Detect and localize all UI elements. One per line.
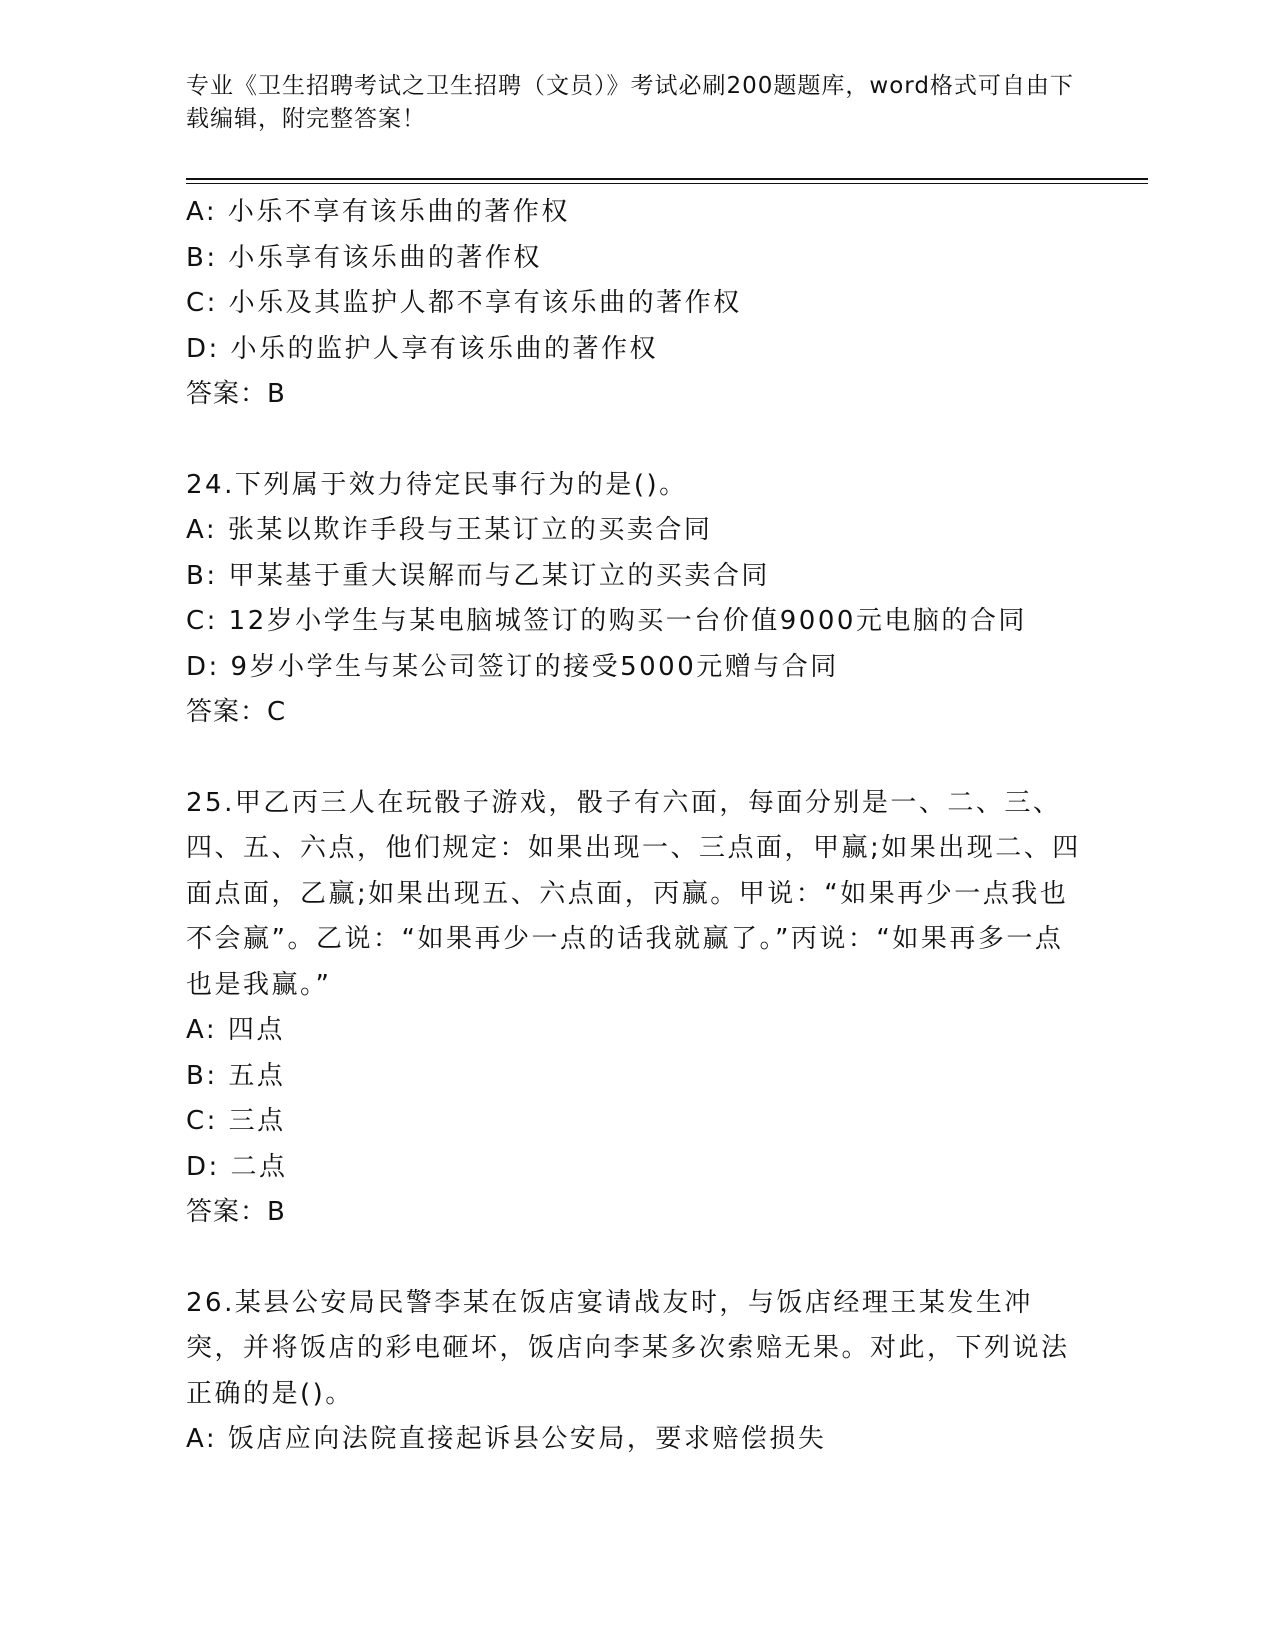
option-a: A: 张某以欺诈手段与王某订立的买卖合同 bbox=[186, 515, 713, 545]
option-d: D: 二点 bbox=[186, 1151, 288, 1182]
option-a: A: 四点 bbox=[186, 1015, 285, 1045]
option-b: B: 五点 bbox=[186, 1060, 286, 1091]
option-d: D: 9岁小学生与某公司签订的接受5000元赠与合同 bbox=[186, 651, 839, 682]
option-b: B: 甲某基于重大误解而与乙某订立的买卖合同 bbox=[186, 560, 770, 591]
option-c: C: 三点 bbox=[186, 1106, 286, 1136]
question-23 bbox=[186, 190, 1086, 418]
header-rule-thin bbox=[186, 183, 1148, 184]
answer: 答案：B bbox=[186, 379, 286, 409]
answer: 答案：C bbox=[186, 697, 287, 727]
option-a: A: 小乐不享有该乐曲的著作权 bbox=[186, 197, 570, 227]
document-header: 专业《卫生招聘考试之卫生招聘（文员）》考试必刷200题题库，word格式可自由下载编辑，附完整答案！ bbox=[186, 73, 1074, 132]
header-rule-thick bbox=[186, 178, 1148, 180]
question-25 bbox=[186, 781, 1086, 1236]
document-body bbox=[186, 190, 1086, 1463]
question-stem: 25.甲乙丙三人在玩骰子游戏，骰子有六面，每面分别是一、二、三、四、五、六点，他们规定：如果出现一、三点面，甲赢;如果出现二、四面点面，乙赢;如果出现五、六点面，丙赢。甲说：“如果再少一点我也不会赢”。乙说：“如果再少一点的话我就赢了。”丙说：“如果再多一点也是我赢。” bbox=[186, 787, 1081, 1000]
option-a: A: 饭店应向法院直接起诉县公安局，要求赔偿损失 bbox=[186, 1424, 827, 1454]
option-c: C: 12岁小学生与某电脑城签订的购买一台价值9000元电脑的合同 bbox=[186, 606, 1027, 636]
option-c: C: 小乐及其监护人都不享有该乐曲的著作权 bbox=[186, 288, 742, 318]
option-d: D: 小乐的监护人享有该乐曲的著作权 bbox=[186, 333, 659, 364]
option-b: B: 小乐享有该乐曲的著作权 bbox=[186, 242, 542, 273]
question-stem: 24.下列属于效力待定民事行为的是()。 bbox=[186, 469, 688, 500]
question-26 bbox=[186, 1281, 1086, 1463]
question-stem: 26.某县公安局民警李某在饭店宴请战友时，与饭店经理王某发生冲突，并将饭店的彩电砸坏，饭店向李某多次索赔无果。对此，下列说法正确的是()。 bbox=[186, 1287, 1070, 1409]
answer: 答案：B bbox=[186, 1197, 286, 1227]
question-24 bbox=[186, 463, 1086, 736]
